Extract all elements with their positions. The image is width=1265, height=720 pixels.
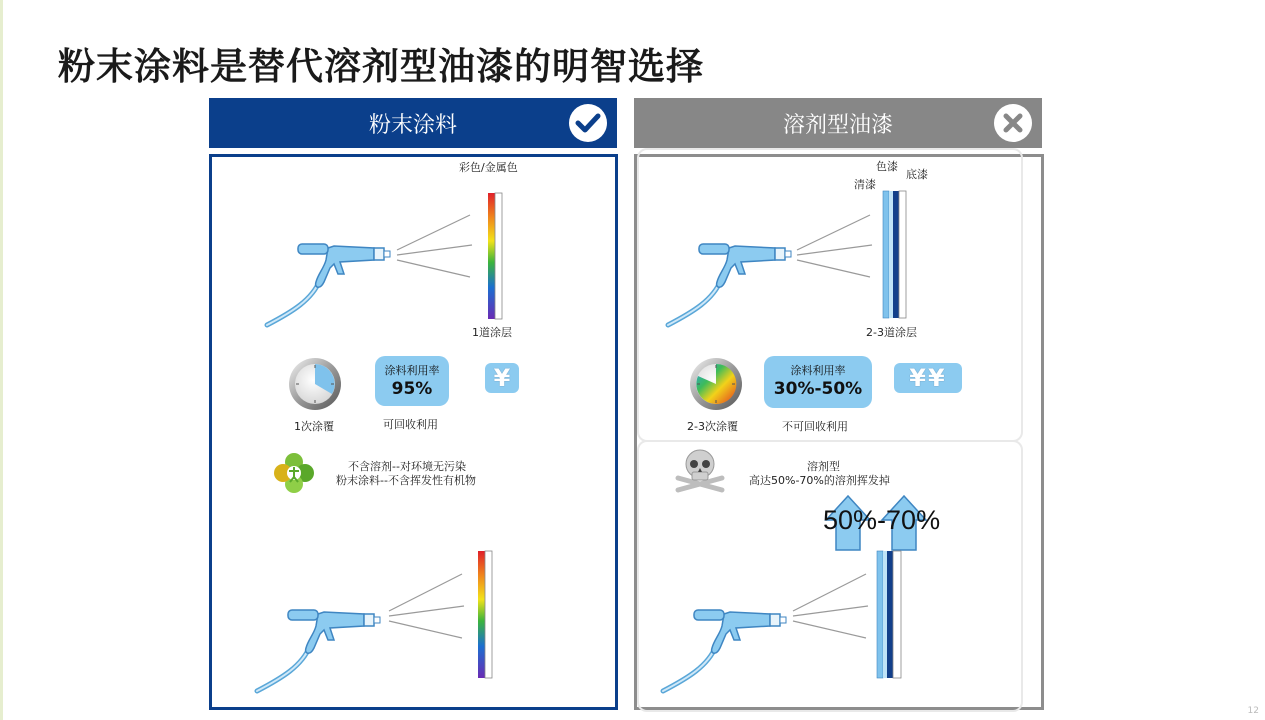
spray-gun-illustration-top [262,230,402,340]
spray-gun-illustration-solvent-top [663,230,803,340]
eco-clover-icon [273,452,315,494]
color-coat-label: 色漆 [876,160,898,173]
utilization-title: 涂料利用率 [384,364,440,377]
skull-crossbones-icon [672,448,728,494]
powder-coating-header-label: 粉末涂料 [368,112,457,138]
close-icon [994,104,1032,142]
spray-lines-top [392,205,482,285]
spray-gun-illustration-solvent-bottom [658,596,798,706]
rainbow-coating-bar [487,192,503,320]
clear-coat-label: 清漆 [854,178,876,191]
utilization-value-solvent: 30%-50% [773,379,863,399]
utilization-box-powder [375,356,449,406]
one-coat-label: 1道涂层 [472,326,512,339]
eco-text-line1: 不含溶剂--对环境无污染 [348,460,466,473]
check-icon [569,104,607,142]
layered-coating-bar [882,190,908,320]
solvent-paint-header [634,98,1042,148]
recyclable-label: 可回收利用 [383,418,438,431]
cost-icon-single: ¥ [485,363,519,393]
page-number: 12 [1247,706,1259,716]
spray-lines-solvent-top [792,205,882,285]
spray-lines-bottom [384,566,474,646]
timer-icon-solvent [688,356,744,412]
solvent-text-line1: 溶剂型 [807,460,840,473]
primer-label: 底漆 [906,168,928,181]
timer-icon [287,356,343,412]
spray-lines-solvent-bottom [788,566,878,646]
utilization-title-solvent: 涂料利用率 [790,364,846,377]
solvent-text-line2: 高达50%-70%的溶剂挥发掉 [749,474,890,487]
layered-coating-bar-bottom [876,550,904,680]
solvent-paint-header-label: 溶剂型油漆 [782,112,893,138]
slide-edge-decoration [0,0,3,720]
multi-application-label: 2-3次涂覆 [687,420,738,433]
one-application-label: 1次涂覆 [294,420,334,433]
color-metallic-label: 彩色/金属色 [459,161,518,174]
rainbow-coating-bar-bottom [477,550,493,680]
utilization-box-solvent [764,356,872,408]
powder-coating-header [209,98,617,148]
slide-title: 粉末涂料是替代溶剂型油漆的明智选择 [58,45,704,88]
cost-icon-double: ¥¥ [894,363,962,393]
spray-gun-illustration-bottom [252,596,392,706]
multi-coat-label: 2-3道涂层 [866,326,917,339]
non-recyclable-label: 不可回收利用 [782,420,848,433]
voc-percentage-label: 50%-70% [823,505,941,535]
utilization-value: 95% [391,379,433,399]
eco-text-line2: 粉末涂料--不含挥发性有机物 [336,474,476,487]
